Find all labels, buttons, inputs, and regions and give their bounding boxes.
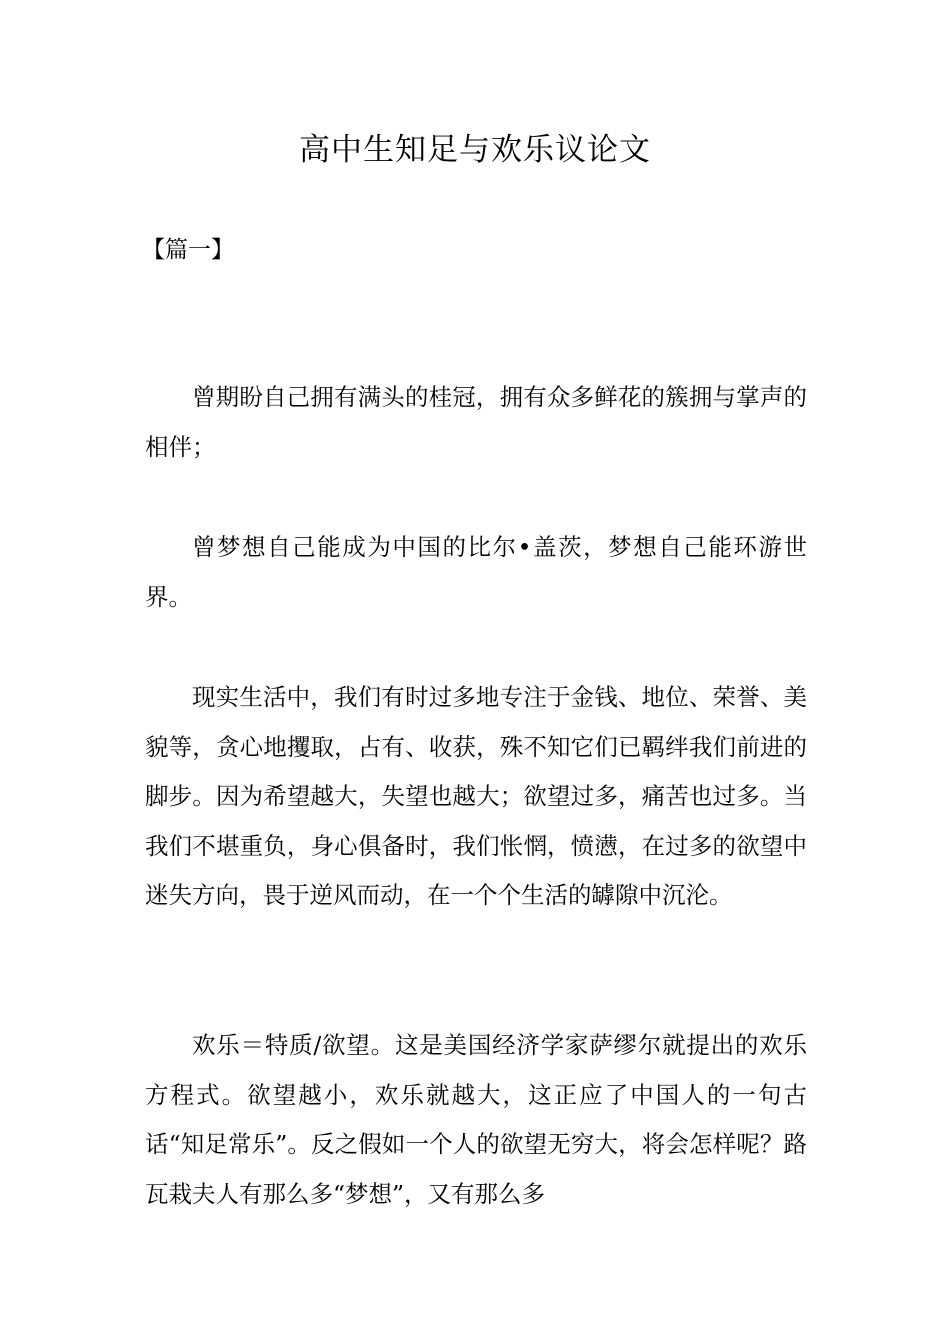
document-title: 高中生知足与欢乐议论文 xyxy=(299,132,651,168)
paragraph-4: 欢乐＝特质/欲望。这是美国经济学家萨缪尔就提出的欢乐方程式。欲望越小，欢乐就越大，这正应了中国人的一句古话“知足常乐”。反之假如一个人的欲望无穷大，将会怎样呢？路瓦栽夫人有那么多“梦想”，又有那么多 xyxy=(145,1031,807,1208)
section-label: 【篇一】 xyxy=(142,237,234,263)
paragraph-1: 曾期盼自己拥有满头的桂冠，拥有众多鲜花的簇拥与掌声的相伴； xyxy=(145,383,807,461)
paragraph-3: 现实生活中，我们有时过多地专注于金钱、地位、荣誉、美貌等，贪心地攫取，占有、收获，殊不知它们已羁绊我们前进的脚步。因为希望越大，失望也越大；欲望过多，痛苦也过多。当我们不堪重负，身心俱备时，我们怅惘，愤懑，在过多的欲望中迷失方向，畏于逆风而动，在一个个生活的罅隙中沉沦。 xyxy=(145,683,807,910)
paragraph-2: 曾梦想自己能成为中国的比尔•盖茨，梦想自己能环游世界。 xyxy=(145,533,807,611)
